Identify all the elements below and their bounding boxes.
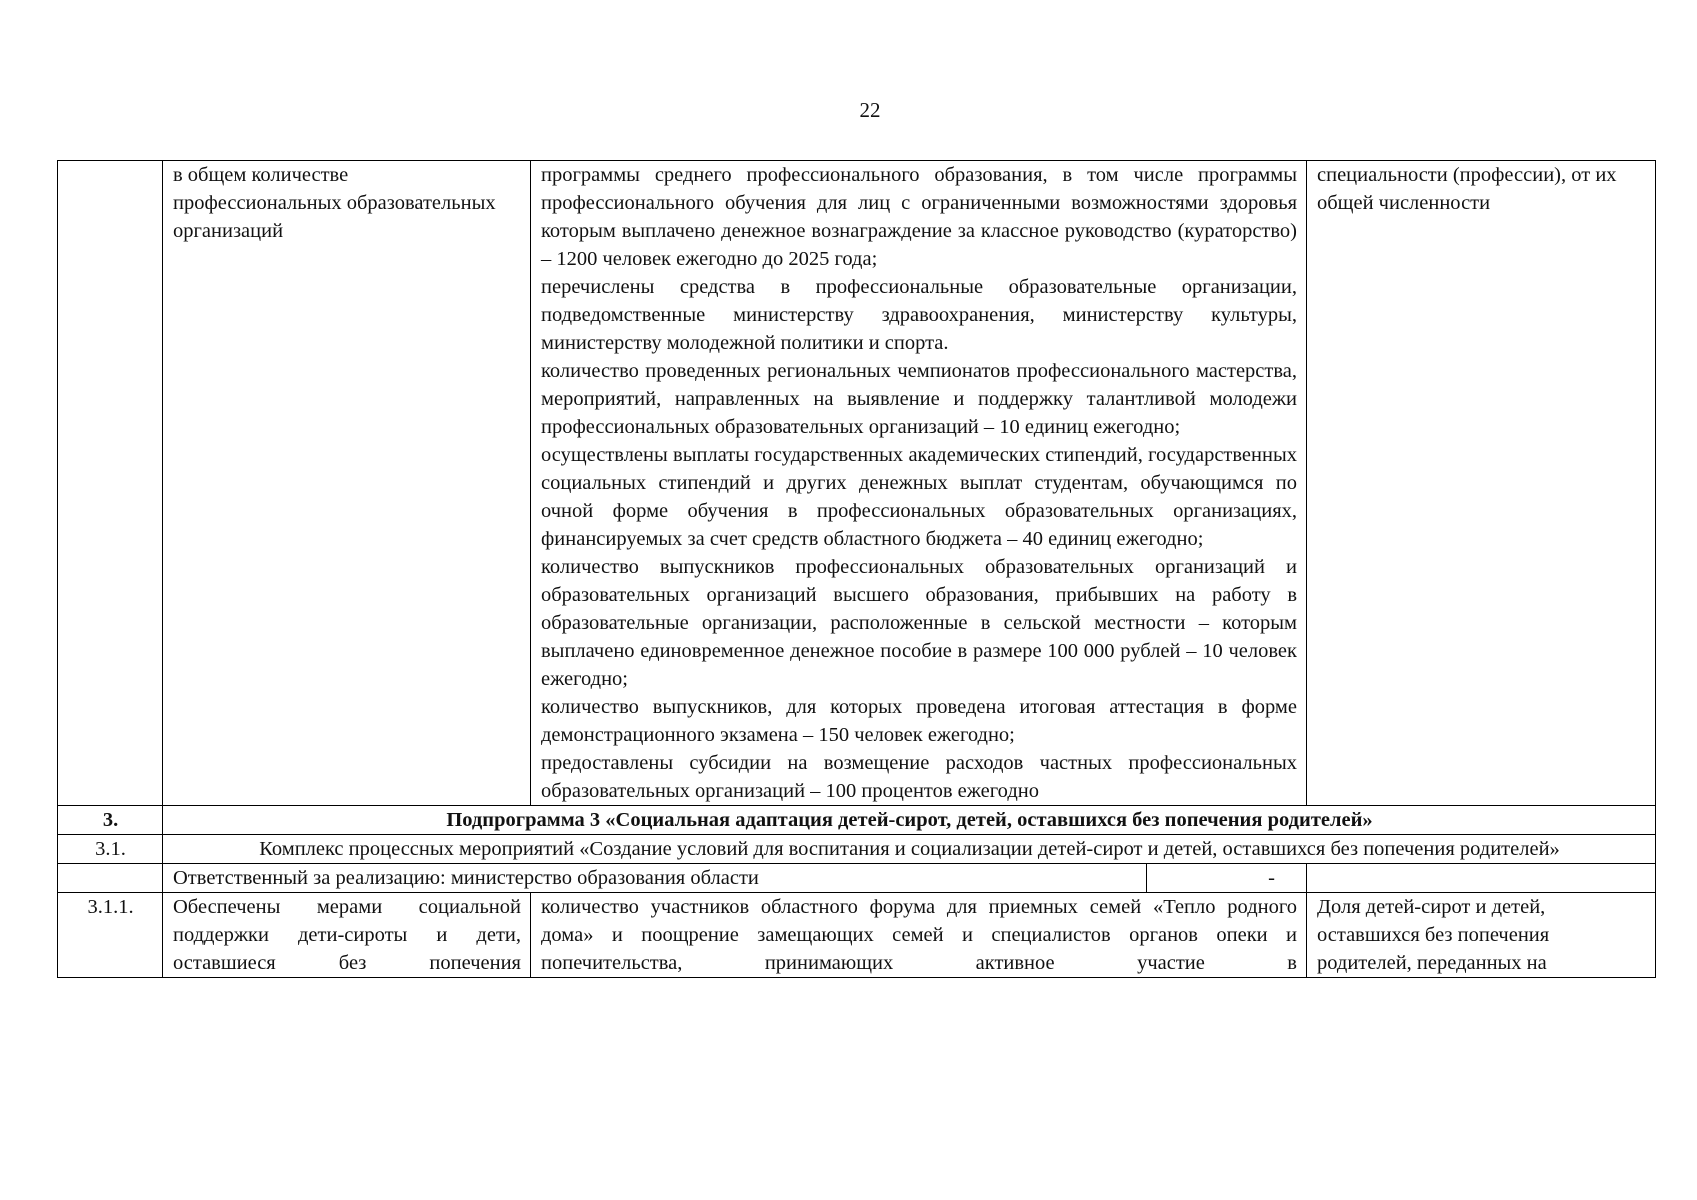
complex-number: 3.1. [58,835,163,864]
result-paragraph: осуществлены выплаты государственных академических стипендий, государственных социальных стипендий и других денежных выплат студентам, обучающимся по очной форме обучения в профессиональных образовательных организациях, финансируемых за счет средств областного бюджета – 40 единиц ежегодно; [541,444,1297,550]
result-paragraph: перечислены средства в профессиональные образовательные организации, подведомственные министерству здравоохранения, министерству культуры, министерству молодежной политики и спорта. [541,276,1297,354]
complex-title: Комплекс процессных мероприятий «Создание условий для воспитания и социализации детей-сирот и детей, оставшихся без попечения родителей» [163,835,1656,864]
results-cell [531,161,1307,806]
result-paragraph: количество проведенных региональных чемпионатов профессионального мастерства, мероприятий, направленных на выявление и поддержку талантливой молодежи профессиональных образовательных организаций – 10 единиц ежегодно; [541,360,1297,438]
responsible-row [58,864,1656,893]
subprogram-row [58,806,1656,835]
responsible-text: Ответственный за реализацию: министерство образования области [173,864,1147,892]
result-paragraph: программы среднего профессионального образования, в том числе программы профессионального обучения для лиц с ограниченными возможностями здоровья которым выплачено денежное вознаграждение за классное руководство (кураторство) – 1200 человек ежегодно до 2025 года; [541,164,1297,270]
row-number-cell: 3.1.1. [58,893,163,978]
responsible-wrapper [163,864,1307,893]
dash-text: - [1268,867,1275,889]
table-row [58,893,1656,978]
indicator-cell: Доля детей-сирот и детей, оставшихся без попечения родителей, переданных на [1307,893,1656,978]
task-name-cell: Обеспечены мерами социальной поддержки дети-сироты и дети, оставшиеся без попечения [163,893,531,978]
table-row [58,161,1656,806]
task-name-cell: в общем количестве профессиональных образовательных организаций [163,161,531,806]
responsible-dash [1268,864,1656,893]
empty-cell [58,864,163,893]
row-number-cell [58,161,163,806]
result-paragraph: количество выпускников, для которых проведена итоговая аттестация в форме демонстрационного экзамена – 150 человек ежегодно; [541,696,1297,746]
complex-row [58,835,1656,864]
page-number: 22 [859,98,881,122]
subprogram-title: Подпрограмма 3 «Социальная адаптация детей-сирот, детей, оставшихся без попечения родителей» [163,806,1656,835]
program-table [57,160,1656,978]
indicator-cell: специальности (профессии), от их общей численности [1307,161,1656,806]
result-paragraph: предоставлены субсидии на возмещение расходов частных профессиональных образовательных организаций – 100 процентов ежегодно [541,752,1297,802]
subprogram-number: 3. [58,806,163,835]
result-paragraph: количество выпускников профессиональных образовательных организаций и образовательных организаций высшего образования, прибывших на работу в образовательные организации, расположенные в сельской местности – которым выплачено единовременное денежное пособие в размере 100 000 рублей – 10 человек ежегодно; [541,556,1297,690]
responsible-spacer [1147,864,1306,892]
result-cell: количество участников областного форума для приемных семей «Тепло родного дома» и поощрение замещающих семей и специалистов органов опеки и попечительства, принимающих активное участие в [531,893,1307,978]
